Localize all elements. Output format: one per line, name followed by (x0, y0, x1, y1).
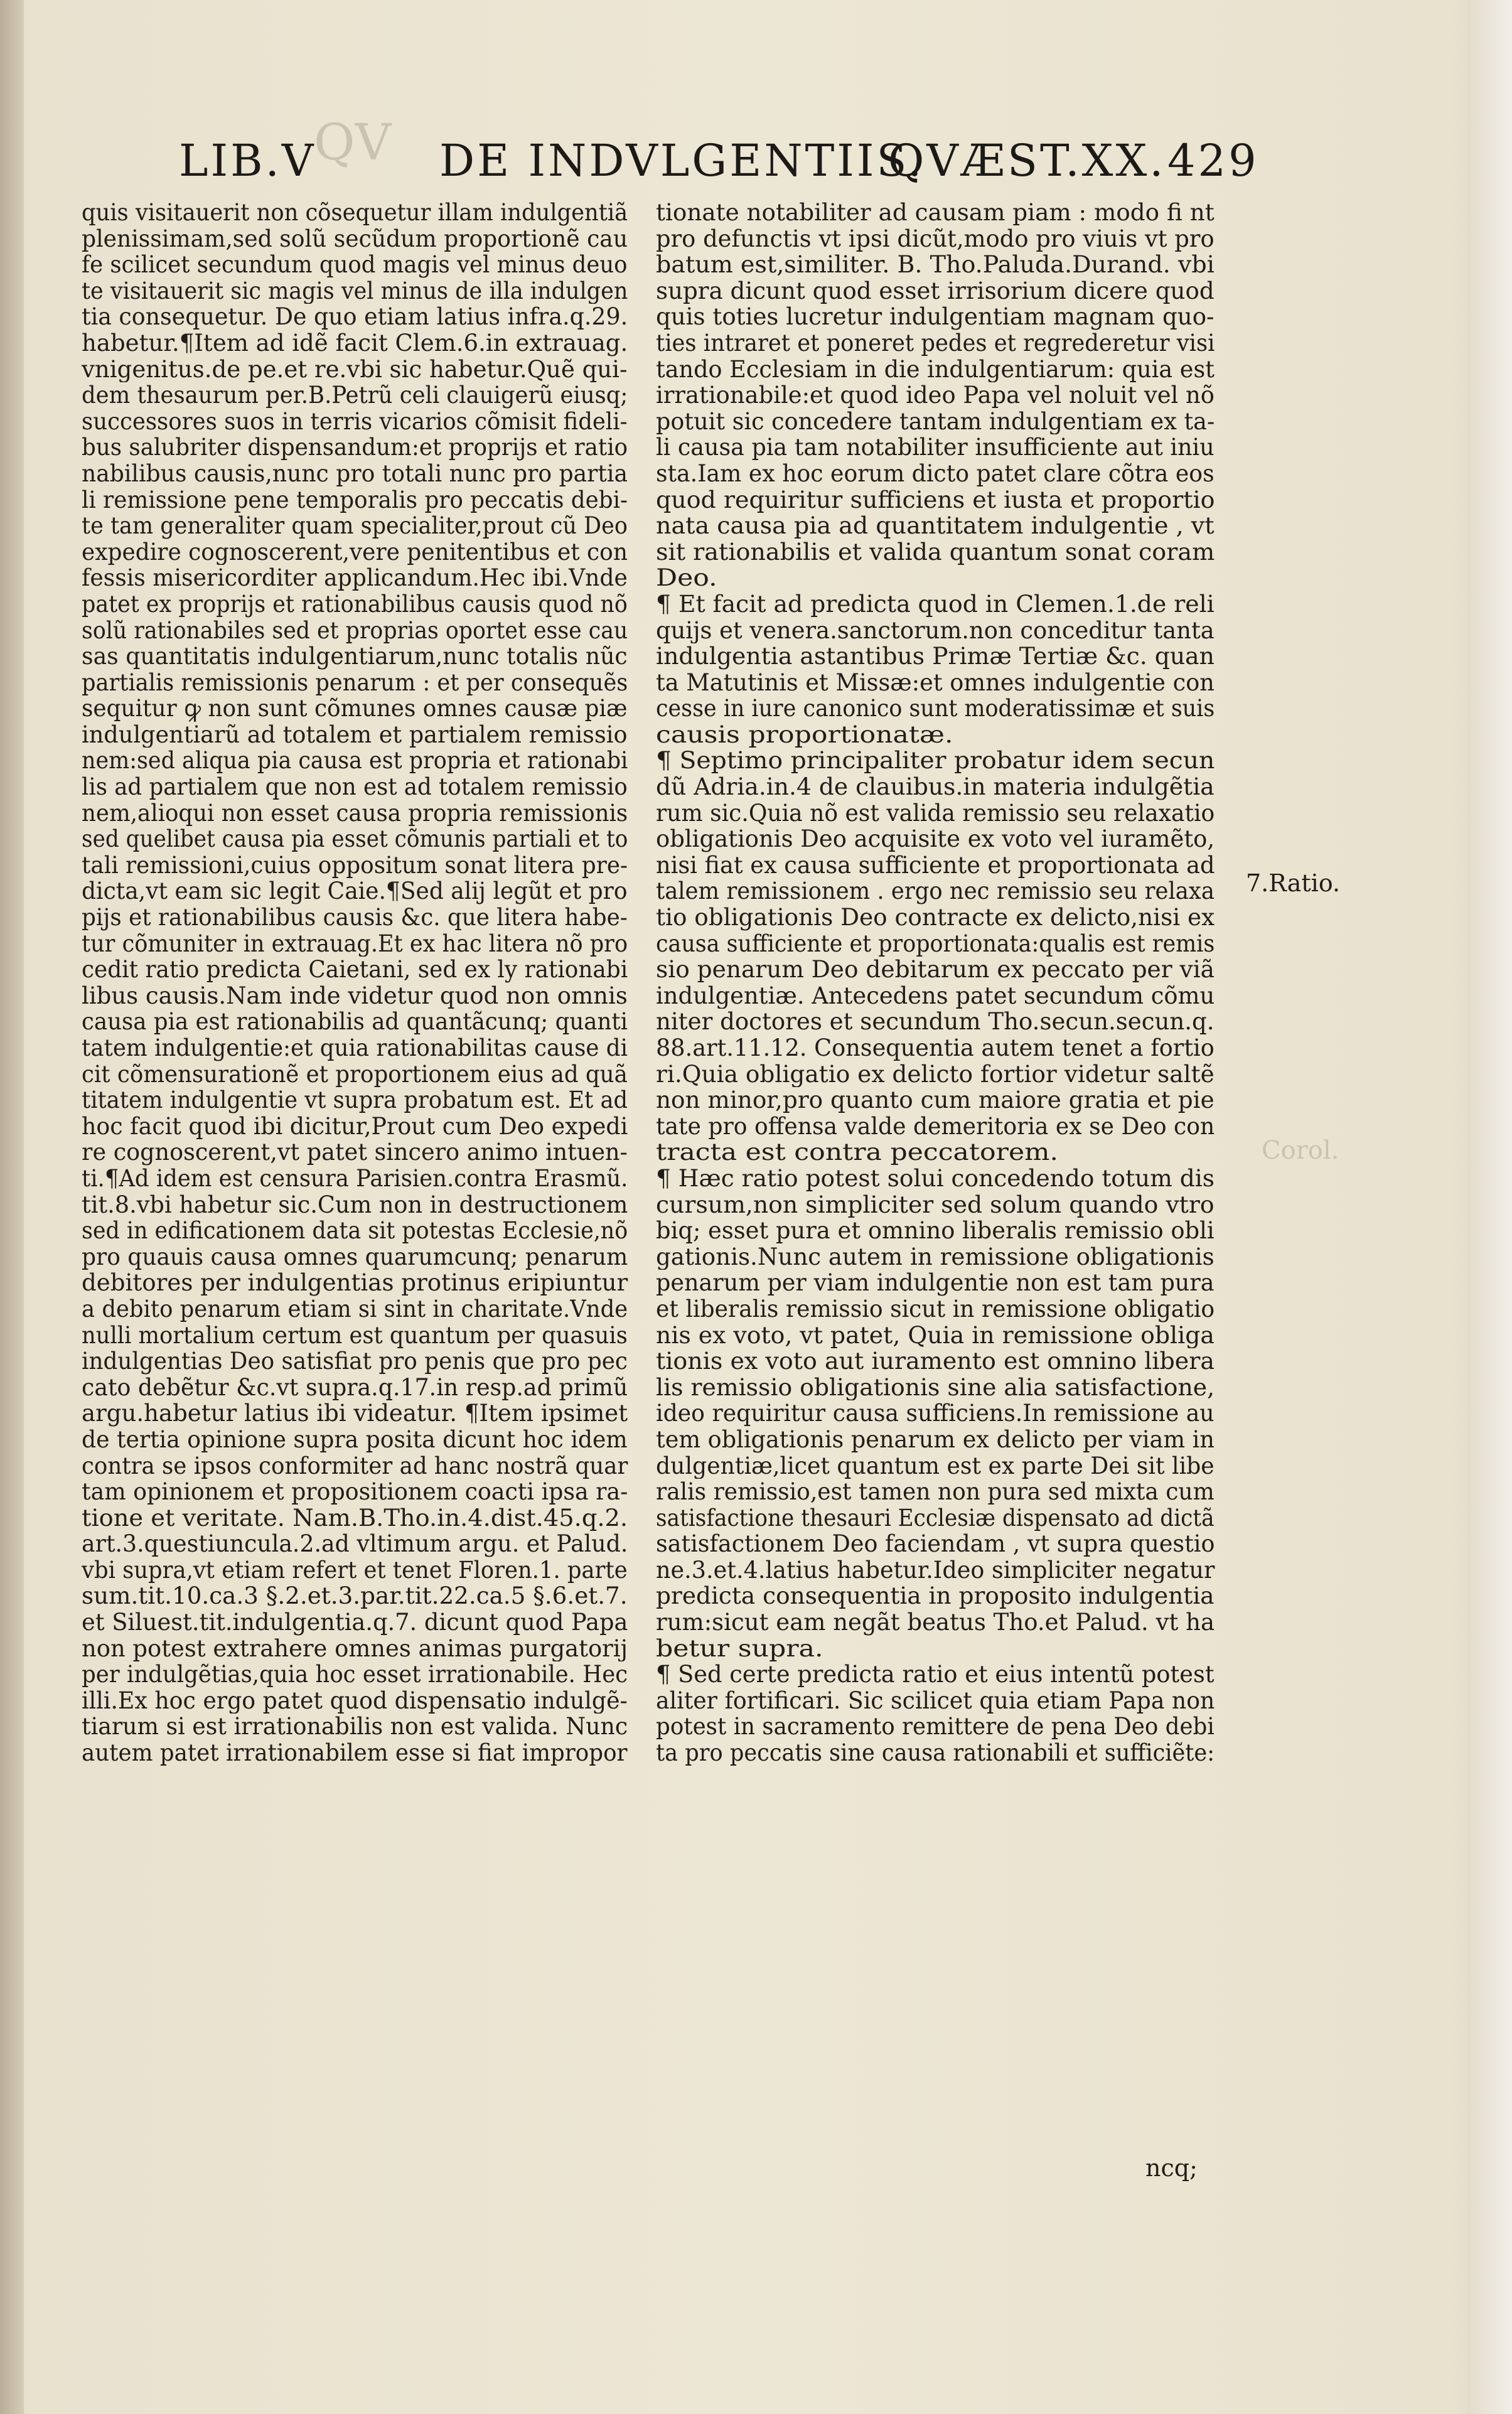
text-line: nata causa pia ad quantitatem indulgentie , vt (656, 513, 1214, 539)
text-line: cit cõmensurationẽ et proportionem eius ad quã (82, 1061, 628, 1088)
text-line: sed quelibet causa pia esset cõmunis partiali et to (82, 826, 628, 852)
text-line: titatem indulgentie vt supra probatum est. Et ad (82, 1087, 628, 1113)
text-line: cursum,non simpliciter sed solum quando vtro (656, 1191, 1214, 1218)
text-line: hoc facit quod ibi dicitur,Prout cum Deo expedi (82, 1113, 628, 1140)
text-line: tali remissioni,cuius oppositum sonat litera pre- (82, 852, 628, 879)
text-line: argu.habetur latius ibi videatur. ¶Item ipsimet (82, 1400, 628, 1427)
text-line: ideo requiritur causa sufficiens.In remissione au (656, 1400, 1214, 1427)
text-line: dicta,vt eam sic legit Caie.¶Sed alij legũt et pro (82, 878, 628, 905)
text-line: quijs et venera.sanctorum.non conceditur tanta (656, 617, 1214, 644)
text-line: expedire cognoscerent,vere penitentibus et con (82, 539, 628, 566)
text-line: tionis ex voto aut iuramento est omnino libera (656, 1348, 1215, 1375)
text-line: ties intraret et poneret pedes et regrederetur visi (656, 330, 1215, 357)
header-title: DE INDVLGENTIIS. (439, 135, 925, 186)
text-line: dulgentiæ,licet quantum est ex parte Dei sit libe (656, 1452, 1214, 1479)
text-line: sed in edificationem data sit potestas Ecclesie,nõ (82, 1218, 628, 1244)
text-line: indulgentia astantibus Primæ Tertiæ &c. quan (656, 643, 1214, 670)
text-line: plenissimam,sed solũ secũdum proportionẽ cau (82, 225, 628, 252)
bleed-through-mark: QV (314, 113, 392, 171)
text-line: penarum per viam indulgentie non est tam pura (656, 1270, 1214, 1296)
text-line: supra dicunt quod esset irrisorium dicere quod (656, 277, 1214, 304)
text-line: lis remissio obligationis sine alia satisfactione, (656, 1374, 1215, 1401)
text-line: causa pia est rationabilis ad quantãcunq; quanti (82, 1009, 628, 1035)
text-line: ne.3.et.4.latius habetur.Ideo simpliciter negatur (656, 1557, 1215, 1584)
text-line: et Siluest.tit.indulgentia.q.7. dicunt quod Papa (82, 1609, 628, 1636)
text-line: ta Matutinis et Missæ:et omnes indulgentie con (656, 669, 1214, 696)
text-line: nisi fiat ex causa sufficiente et proportionata ad (656, 852, 1215, 879)
text-line: pro quauis causa omnes quarumcunq; penarum (82, 1243, 628, 1270)
text-line: batum est,similiter. B. Tho.Paluda.Durand. vbi (656, 252, 1214, 278)
text-line: cedit ratio predicta Caietani, sed ex ly rationabi (82, 957, 628, 983)
text-line: ¶ Hæc ratio potest solui concedendo totum dis (656, 1165, 1214, 1192)
text-line: tit.8.vbi habetur sic.Cum non in destructionem (82, 1191, 628, 1218)
text-line: dem thesaurum per.B.Petrũ celi clauigerũ eiusq; (82, 382, 628, 409)
text-line: tatem indulgentie:et quia rationabilitas cause di (82, 1035, 628, 1061)
text-line: indulgentiarũ ad totalem et partialem remissio (82, 721, 628, 748)
text-line: quod requiritur sufficiens et iusta et proportio (656, 486, 1215, 513)
text-line: autem patet irrationabilem esse si fiat impropor (82, 1740, 628, 1766)
text-line: te tam generaliter quam specialiter,prout cũ Deo (82, 513, 628, 539)
bleed-through-mark: Corol. (1262, 1136, 1339, 1165)
text-line: potuit sic concedere tantam indulgentiam ex ta- (656, 408, 1215, 435)
text-line: li remissione pene temporalis pro peccatis debi- (82, 486, 628, 513)
text-line: de tertia opinione supra posita dicunt hoc idem (82, 1426, 628, 1453)
text-line: betur supra. (656, 1635, 823, 1662)
text-line: tur cõmuniter in extrauag.Et ex hac litera nõ pro (82, 930, 628, 957)
text-line: contra se ipsos conformiter ad hanc nostrã quar (82, 1452, 628, 1479)
text-line: causa sufficiente et proportionata:qualis est remis (656, 930, 1215, 957)
text-line: causis proportionatæ. (656, 721, 953, 748)
text-line: fessis misericorditer applicandum.Hec ibi.Vnde (82, 565, 628, 591)
text-line: ¶ Septimo principaliter probatur idem secun (656, 748, 1215, 775)
text-line: satisfactione thesauri Ecclesiæ dispensato ad dictã (656, 1505, 1214, 1532)
text-line: Deo. (656, 565, 717, 591)
text-line: tionate notabiliter ad causam piam : modo fi nt (656, 200, 1214, 226)
text-line: indulgentiæ. Antecedens patet secundum cõmu (656, 982, 1215, 1009)
text-line: tiarum si est irrationabilis non est valida. Nunc (82, 1714, 628, 1741)
text-line: a debito penarum etiam si sint in charitate.Vnde (82, 1296, 628, 1322)
text-line: habetur.¶Item ad idẽ facit Clem.6.in extrauag. (82, 330, 628, 357)
text-line: te visitauerit sic magis vel minus de illa indulgen (82, 277, 628, 304)
text-line: dũ Adria.in.4 de clauibus.in materia indulgẽtia (656, 774, 1214, 800)
text-line: per indulgẽtias,quia hoc esset irrationabile. Hec (82, 1661, 628, 1688)
text-line: partialis remissionis penarum : et per consequẽs (82, 669, 628, 696)
page-gutter-shadow (0, 0, 24, 2414)
text-line: bus salubriter dispensandum:et proprijs et ratio (82, 434, 628, 461)
text-line: satisfactionem Deo faciendam , vt supra questio (656, 1531, 1215, 1557)
text-line: predicta consequentia in proposito indulgentia (656, 1583, 1214, 1610)
text-line: ¶ Sed certe predicta ratio et eius intentũ potest (656, 1661, 1214, 1688)
text-line: nabilibus causis,nunc pro totali nunc pro partia (82, 460, 628, 487)
text-line: lis ad partialem que non est ad totalem remissio (82, 774, 628, 800)
text-line: niter doctores et secundum Tho.secun.secun.q. (656, 1009, 1214, 1035)
margin-note: 7.Ratio. (1246, 869, 1341, 897)
text-line: tem obligationis penarum ex delicto per viam in (656, 1426, 1214, 1453)
text-line: nulli mortalium certum est quantum per quasuis (82, 1322, 628, 1349)
left-text-column (82, 200, 640, 1766)
header-book: LIB.V (179, 135, 316, 186)
text-line: sio penarum Deo debitarum ex peccato per viã (656, 957, 1215, 983)
text-line: ti.¶Ad idem est censura Parisien.contra Erasmũ. (82, 1165, 628, 1192)
text-line: vbi supra,vt etiam refert et tenet Floren.1. parte (82, 1557, 628, 1584)
text-line: re cognoscerent,vt patet sincero animo intuen- (82, 1139, 628, 1166)
text-line: tione et veritate. Nam.B.Tho.in.4.dist.45.q.2. (82, 1505, 628, 1532)
text-line: tio obligationis Deo contracte ex delicto,nisi ex (656, 904, 1215, 931)
text-line: tracta est contra peccatorem. (656, 1139, 1059, 1166)
text-line: li causa pia tam notabiliter insufficiente aut iniu (656, 434, 1214, 461)
text-line: ralis remissio,est tamen non pura sed mixta cum (656, 1479, 1214, 1505)
text-line: ta pro peccatis sine causa rationabili et sufficiẽte: (656, 1740, 1215, 1766)
text-line: sas quantitatis indulgentiarum,nunc totalis nũc (82, 643, 628, 670)
text-line: tam opinionem et propositionem coacti ipsa ra- (82, 1479, 628, 1505)
text-line: nem:sed aliqua pia causa est propria et rationabi (82, 748, 628, 775)
text-line: successores suos in terris vicarios cõmisit fideli- (82, 408, 628, 435)
text-line: obligationis Deo acquisite ex voto vel iuramẽto, (656, 826, 1215, 852)
text-line: libus causis.Nam inde videtur quod non omnis (82, 982, 628, 1009)
text-line: potest in sacramento remittere de pena Deo debi (656, 1714, 1214, 1741)
text-line: nem,alioqui non esset causa propria remissionis (82, 800, 628, 827)
text-line: solũ rationabiles sed et proprias oportet esse cau (82, 617, 628, 644)
text-line: sequitur ꝙ non sunt cõmunes omnes causæ piæ (82, 695, 628, 722)
text-line: ri.Quia obligatio ex delicto fortior videtur saltẽ (656, 1061, 1214, 1088)
text-line: art.3.questiuncula.2.ad vltimum argu. et Palud. (82, 1531, 628, 1557)
text-line: biq; esset pura et omnino liberalis remissio obli (656, 1218, 1214, 1244)
text-line: pijs et rationabilibus causis &c. que litera habe- (82, 904, 628, 931)
text-line: ¶ Et facit ad predicta quod in Clemen.1.de reli (656, 591, 1214, 618)
page-number: 429 (1167, 135, 1259, 186)
text-line: non potest extrahere omnes animas purgatorij (82, 1635, 628, 1662)
text-line: irrationabile:et quod ideo Papa vel noluit vel nõ (656, 382, 1214, 409)
catchword: ncq; (1145, 2154, 1198, 2182)
text-line: vnigenitus.de pe.et re.vbi sic habetur.Quẽ qui- (82, 356, 628, 383)
right-text-column (656, 200, 1221, 1766)
text-line: 88.art.11.12. Consequentia autem tenet a fortio (656, 1035, 1214, 1061)
text-line: pro defunctis vt ipsi dicũt,modo pro viuis vt pro (656, 225, 1214, 252)
text-line: aliter fortificari. Sic scilicet quia etiam Papa non (656, 1687, 1215, 1714)
text-line: patet ex proprijs et rationabilibus causis quod nõ (82, 591, 628, 618)
text-line: fe scilicet secundum quod magis vel minus deuo (82, 252, 628, 278)
text-line: sum.tit.10.ca.3 §.2.et.3.par.tit.22.ca.5 §.6.et.7. (82, 1583, 628, 1610)
text-line: tate pro offensa valde demeritoria ex se Deo con (656, 1113, 1215, 1140)
text-line: non minor,pro quanto cum maiore gratia et pie (656, 1087, 1214, 1113)
text-line: debitores per indulgentias protinus eripiuntur (82, 1270, 628, 1296)
text-line: cesse in iure canonico sunt moderatissimæ et suis (656, 695, 1215, 722)
text-line: talem remissionem . ergo nec remissio seu relaxa (656, 878, 1214, 905)
text-line: rum sic.Quia nõ est valida remissio seu relaxatio (656, 800, 1215, 827)
page-edge (1468, 0, 1512, 2414)
text-line: sit rationabilis et valida quantum sonat coram (656, 539, 1215, 566)
text-line: et liberalis remissio sicut in remissione obligatio (656, 1296, 1215, 1322)
text-line: nis ex voto, vt patet, Quia in remissione obliga (656, 1322, 1214, 1349)
text-line: gationis.Nunc autem in remissione obligationis (656, 1243, 1214, 1270)
text-line: illi.Ex hoc ergo patet quod dispensatio indulgẽ- (82, 1687, 628, 1714)
text-line: sta.Iam ex hoc eorum dicto patet clare cõtra eos (656, 460, 1214, 487)
text-line: indulgentias Deo satisfiat pro penis que pro pec (82, 1348, 628, 1375)
text-line: tia consequetur. De quo etiam latius infra.q.29. (82, 304, 628, 330)
running-header (0, 129, 1512, 198)
text-line: tando Ecclesiam in die indulgentiarum: quia est (656, 356, 1214, 383)
header-question: QVÆST.XX. (888, 135, 1166, 186)
text-line: rum:sicut eam negãt beatus Tho.et Palud. vt ha (656, 1609, 1215, 1636)
text-line: quis toties lucretur indulgentiam magnam quo- (656, 304, 1214, 330)
text-line: quis visitauerit non cõsequetur illam indulgentiã (82, 200, 628, 226)
text-line: cato debẽtur &c.vt supra.q.17.in resp.ad primũ (82, 1374, 628, 1401)
